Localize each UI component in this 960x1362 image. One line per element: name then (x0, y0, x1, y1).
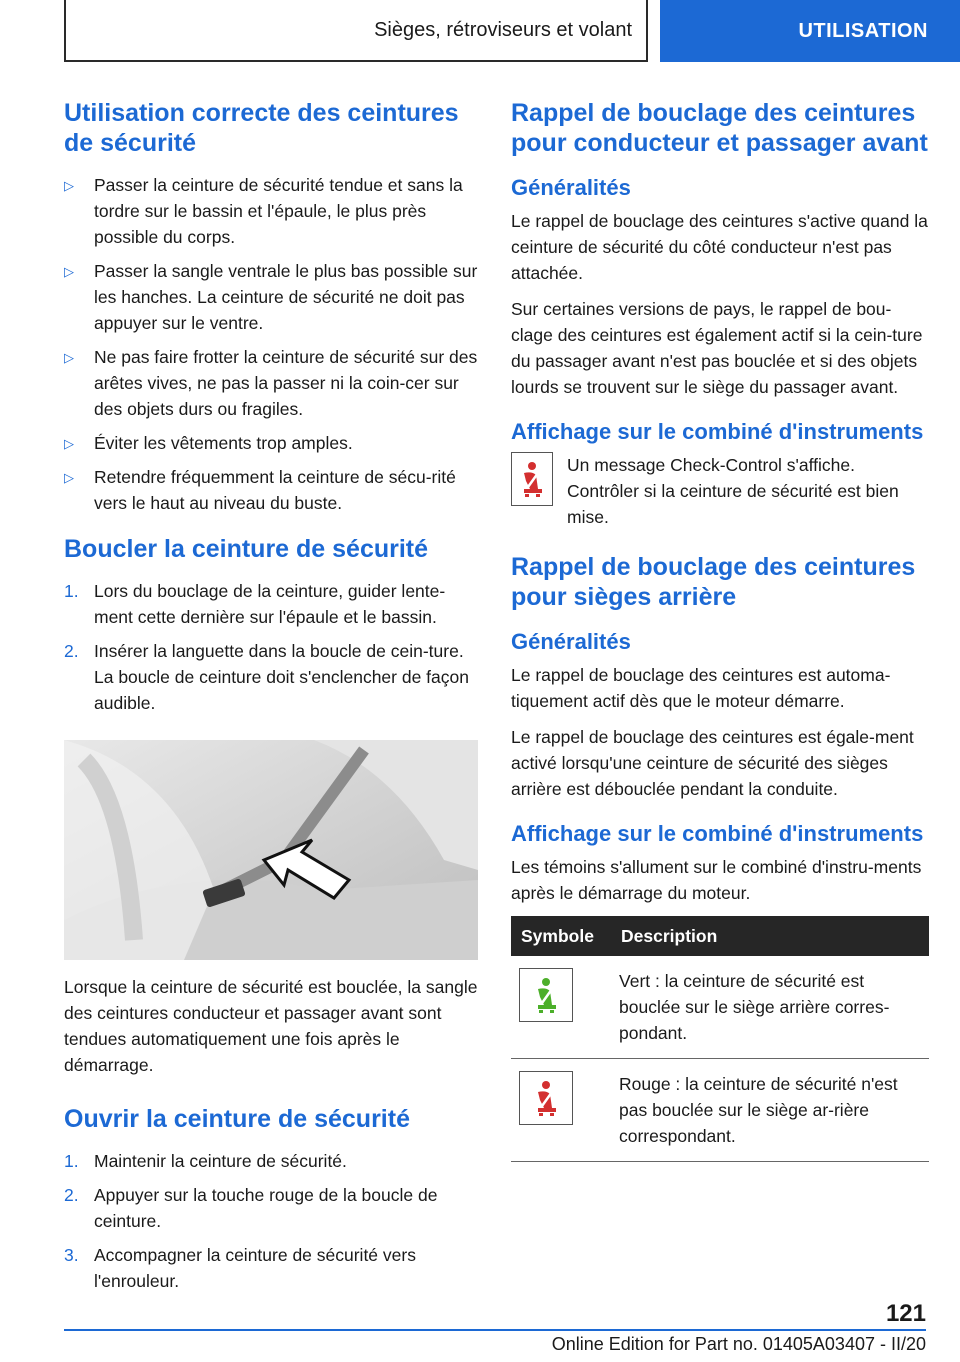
footer-divider (64, 1329, 926, 1331)
heading-buckle: Boucler la ceinture de sécurité (64, 535, 429, 563)
section-title: Sièges, rétroviseurs et volant (374, 18, 632, 41)
column-header-symbol: Symbole (511, 916, 611, 956)
triangle-bullet-icon: ▷ (64, 178, 74, 193)
list-item: ▷ Retendre fréquemment la ceinture de sécu‐rité vers le haut au niveau du buste. (64, 467, 456, 513)
list-item: 1. Maintenir la ceinture de sécurité. (64, 1151, 347, 1171)
heading-open: Ouvrir la ceinture de sécurité (64, 1105, 410, 1133)
triangle-bullet-icon: ▷ (64, 436, 74, 451)
list-item: 2. Appuyer sur la touche rouge de la boucle de ceinture. (64, 1185, 438, 1231)
list-item: 1. Lors du bouclage de la ceinture, guider lente‐ment cette dernière sur l'épaule et le bassin. (64, 581, 446, 627)
right-column (511, 98, 929, 1162)
heading-rear-reminder: Rappel de bouclage des ceintures pour sièges arrière (511, 553, 916, 611)
heading-display-2: Affichage sur le combiné d'instruments (511, 821, 924, 846)
page-number: 121 (885, 1300, 926, 1327)
symbol-table (511, 916, 929, 1162)
general-2-paragraph-1: Le rappel de bouclage des ceintures est automa‐tiquement actif dès que le moteur démarre. (511, 665, 891, 711)
list-item: ▷ Passer la ceinture de sécurité tendue et sans la tordre sur le bassin et l'épaule, le plus près possible du corps. (64, 175, 463, 247)
after-buckle-text: Lorsque la ceinture de sécurité est bouclée, la sangle des ceintures conducteur et passager avant sont tendues automatiquement une fois après le démarrage. (64, 977, 478, 1075)
general-1-paragraph-2: Sur certaines versions de pays, le rappel de bou‐clage des ceintures est également actif si la cein‐ture du passager avant n'est pas bouclée et si des objets lourds se trouvent sur le siège du passager avant. (511, 299, 923, 397)
heading-general-2: Généralités (511, 629, 631, 654)
heading-general-1: Généralités (511, 175, 631, 200)
heading-correct-use: Utilisation correcte des ceintures de sécurité (64, 99, 459, 157)
list-item: ▷ Passer la sangle ventrale le plus bas possible sur les hanches. La ceinture de sécurité ne doit pas appuyer sur le ventre. (64, 261, 478, 333)
list-item: ▷ Ne pas faire frotter la ceinture de sécurité sur des arêtes vives, ne pas la passer ni la coin‐cer sur des objets durs ou fragiles. (64, 347, 478, 419)
check-control-row (511, 452, 929, 530)
seatbelt-photo-illustration (64, 740, 478, 960)
description-cell: Vert : la ceinture de sécurité est bouclée sur le siège arrière corres‐pondant. (611, 956, 929, 1059)
triangle-bullet-icon: ▷ (64, 264, 74, 279)
header-section-title (64, 0, 648, 62)
table-row (511, 956, 929, 1059)
description-cell: Rouge : la ceinture de sécurité n'est pas bouclée sur le siège ar‐rière correspondant. (611, 1059, 929, 1162)
general-1-paragraph-1: Le rappel de bouclage des ceintures s'active quand la ceinture de sécurité du côté conducteur n'est pas attachée. (511, 211, 928, 283)
heading-display-1: Affichage sur le combiné d'instruments (511, 419, 924, 444)
left-column (64, 98, 478, 1312)
triangle-bullet-icon: ▷ (64, 350, 74, 365)
open-steps (64, 1148, 478, 1294)
general-2-paragraph-2: Le rappel de bouclage des ceintures est égale‐ment activé lorsqu'une ceinture de sécurité des sièges arrière est débouclée pendant la conduite. (511, 727, 914, 799)
header-chapter-tab (660, 0, 960, 62)
display-2-text: Les témoins s'allument sur le combiné d'instru‐ments après le démarrage du moteur. (511, 857, 922, 903)
check-control-text: Un message Check-Control s'affiche. Contrôler si la ceinture de sécurité est bien mise. (567, 455, 899, 527)
list-item: ▷ Éviter les vêtements trop amples. (64, 430, 478, 456)
table-header-row (511, 916, 929, 956)
list-item: 2. Insérer la languette dans la boucle de cein‐ture. La boucle de ceinture doit s'enclencher de façon audible. (64, 641, 469, 713)
red-seatbelt-icon (519, 1071, 573, 1125)
footer-edition: Online Edition for Part no. 01405A03407 - II/20 (551, 1334, 926, 1354)
seatbelt-buckle-photo (64, 740, 478, 960)
table-row (511, 1059, 929, 1162)
red-seatbelt-icon (511, 452, 553, 506)
list-item: 3. Accompagner la ceinture de sécurité vers l'enrouleur. (64, 1245, 416, 1291)
green-seatbelt-icon (519, 968, 573, 1022)
buckle-steps (64, 578, 478, 716)
heading-front-reminder: Rappel de bouclage des ceintures pour conducteur et passager avant (511, 99, 928, 157)
chapter-title: UTILISATION (798, 19, 928, 42)
correct-use-list (64, 172, 478, 516)
triangle-bullet-icon: ▷ (64, 470, 74, 485)
column-header-description: Description (611, 916, 929, 956)
